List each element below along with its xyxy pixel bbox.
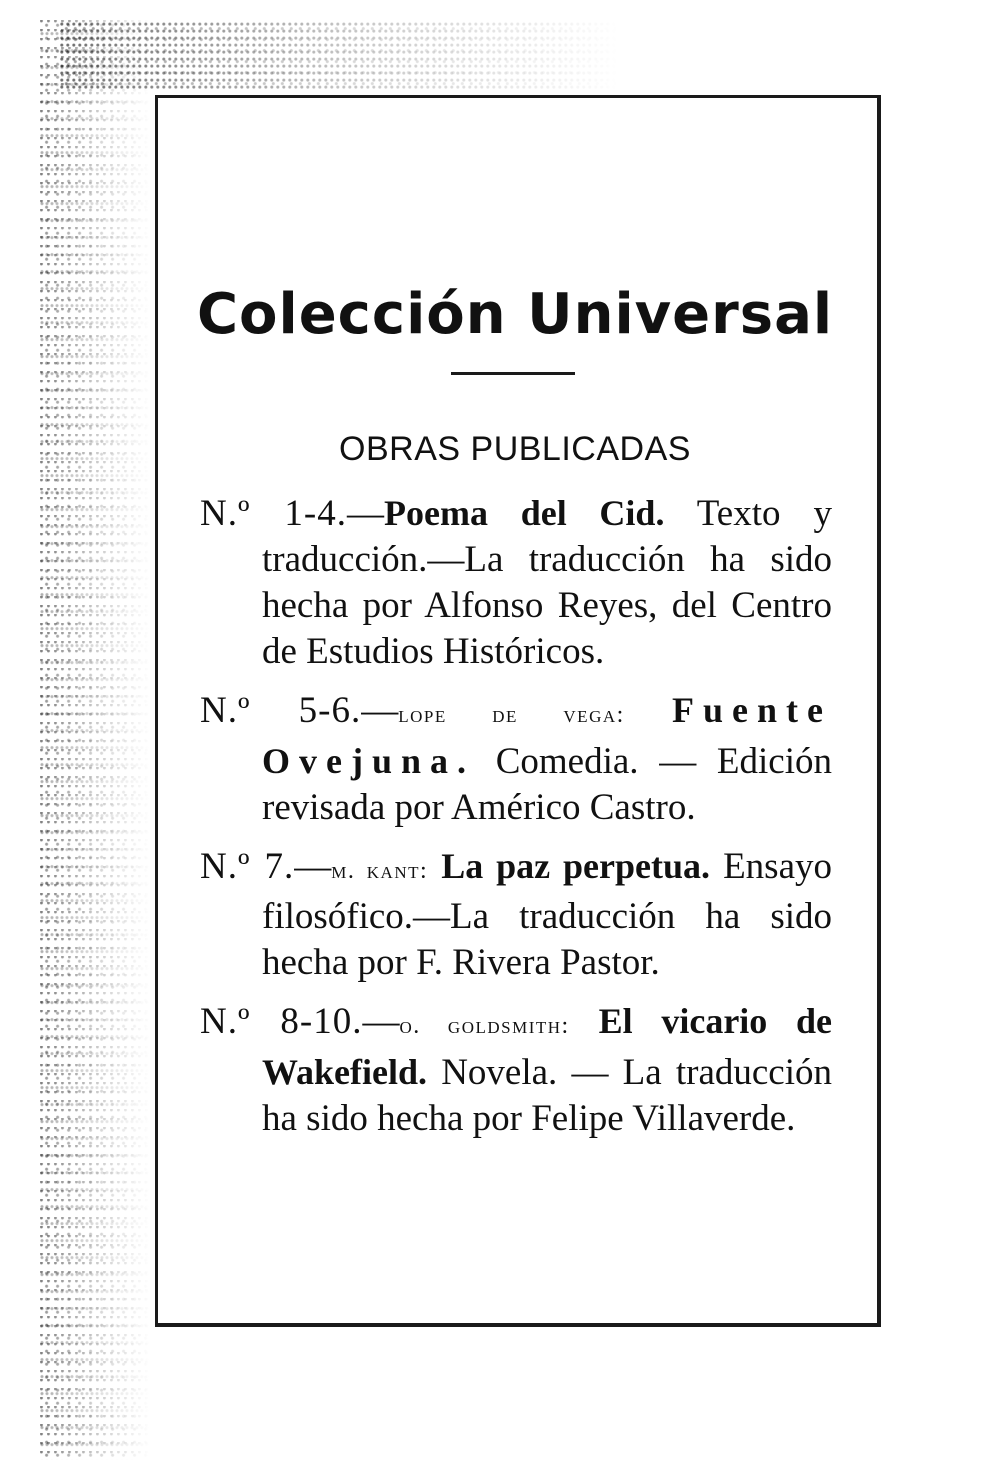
publication-entry-3: N.º 7.—m. kant: La paz perpetua. Ensayo filosófico.—La traducción ha sido hecha por F. Rivera Pastor. — [200, 846, 833, 983]
title-divider — [451, 372, 575, 375]
section-heading: OBRAS PUBLICADAS — [339, 430, 691, 468]
entry-description: Novela. — La traducción ha sido hecha por Felipe Villaverde. — [262, 1052, 832, 1139]
entry-number: N.º 8-10. — [200, 1001, 363, 1042]
scan-edge-noise — [40, 20, 150, 1460]
publication-list — [200, 490, 832, 1154]
entry-work-title: La paz perpetua. — [441, 846, 710, 886]
publication-entry-1: N.º 1-4.—Poema del Cid. Texto y traducción.—La traducción ha sido hecha por Alfonso Reyes, del Centro de Estudios Históricos. — [200, 493, 832, 672]
entry-description: Texto y traducción.—La traducción ha sido hecha por Alfonso Reyes, del Centro de Estudios Históricos. — [262, 493, 832, 672]
scan-top-noise — [60, 22, 620, 92]
publication-entry-2: N.º 5-6.—lope de vega: Fuente Ovejuna. Comedia. — Edición revisada por Américo Castro. — [200, 690, 833, 828]
entry-work-title: Poema del Cid. — [384, 493, 665, 533]
publication-entry-4: N.º 8-10.—o. goldsmith: El vicario de Wakefield. Novela. — La traducción ha sido hecha por Felipe Villaverde. — [200, 1001, 832, 1139]
collection-title: Colección Universal — [196, 282, 834, 347]
entry-number: N.º 5-6. — [200, 690, 362, 731]
entry-author: m. kant: — [331, 858, 429, 884]
entry-description: Ensayo filosófico.—La traducción ha sido hecha por F. Rivera Pastor. — [262, 846, 833, 983]
entry-author: lope de vega: — [398, 702, 625, 728]
entry-description: Comedia. — Edición revisada por Américo Castro. — [262, 741, 832, 828]
entry-number: N.º 1-4. — [200, 493, 347, 534]
entry-work-title: Fuente Ovejuna. — [262, 690, 833, 781]
entry-number: N.º 7. — [200, 846, 295, 887]
entry-author: o. goldsmith: — [399, 1013, 570, 1039]
entry-work-title: El vicario de Wakefield. — [262, 1001, 832, 1092]
